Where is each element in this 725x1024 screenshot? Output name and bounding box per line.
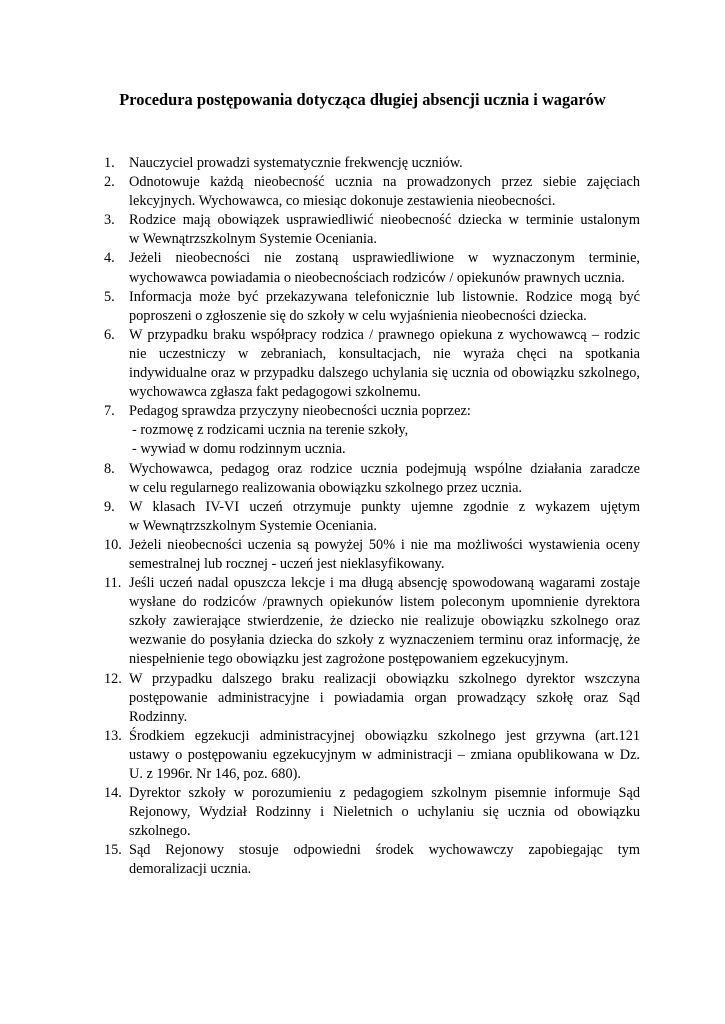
list-item-text	[129, 249, 640, 287]
list-item-text	[129, 498, 640, 536]
list-item-text	[129, 211, 640, 249]
list-item-line: Rejonowy, Wydział Rodzinny i Nieletnich o uchylaniu się ucznia od obowiązku	[129, 804, 640, 821]
list-item	[104, 460, 640, 498]
list-item-number: 7.	[104, 403, 115, 420]
list-item-text	[129, 670, 640, 727]
list-item-line: W przypadku braku współpracy rodzica / prawnego opiekuna z wychowawcą – rodzic	[129, 326, 640, 343]
list-item-number: 3.	[104, 212, 115, 229]
list-item-text	[129, 574, 640, 669]
list-item-number: 2.	[104, 174, 115, 191]
list-item	[104, 498, 640, 536]
list-item-line: Sąd Rejonowy stosuje odpowiedni środek wychowawczy zapobiegając tym	[129, 842, 640, 859]
list-item-line: U. z 1996r. Nr 146, poz. 680).	[129, 766, 301, 782]
list-item-text	[129, 784, 640, 841]
list-item-number: 12.	[104, 670, 122, 687]
list-item	[104, 574, 640, 669]
list-item-text	[129, 727, 640, 784]
list-item-line: Jeżeli nieobecności nie zostaną usprawiedliwione w wyznaczonym terminie,	[129, 250, 640, 267]
list-item-line: w celu regularnego realizowania obowiązku szkolnego przez ucznia.	[129, 479, 522, 496]
list-item-number: 5.	[104, 288, 115, 305]
list-item-line: Informacja może być przekazywana telefonicznie lub listownie. Rodzice mogą być	[129, 288, 640, 305]
list-item	[104, 211, 640, 249]
procedure-list	[104, 154, 640, 880]
list-item	[104, 154, 640, 173]
list-sub-item-line: - rozmowę z rodzicami ucznia na terenie szkoły,	[132, 422, 409, 439]
list-item-line: demoralizacji ucznia.	[129, 861, 252, 878]
list-item-number: 4.	[104, 250, 115, 267]
list-item-line: Rodzice mają obowiązek usprawiedliwić nieobecność dziecka w terminie ustalonym	[129, 212, 640, 229]
document-title: Procedura postępowania dotycząca długiej absencji ucznia i wagarów	[119, 90, 606, 109]
list-item-line: wezwanie do posyłania dziecka do szkoły z wyznaczeniem terminu oraz informację, że	[129, 632, 640, 649]
list-item-line: wysłane do rodziców /prawnych opiekunów listem poleconym upomnienie dyrektora	[129, 594, 640, 611]
list-item	[104, 249, 640, 287]
list-item-line: Jeżeli nieobecności uczenia są powyżej 50% i nie ma możliwości wystawienia oceny	[129, 536, 640, 553]
list-item-text	[129, 288, 640, 326]
list-sub-item-line: - wywiad w domu rodzinnym ucznia.	[132, 441, 346, 458]
list-item-line: postępowanie administracyjne i powiadamia organ prowadzący szkołę oraz Sąd	[129, 689, 640, 706]
list-item-line: Pedagog sprawdza przyczyny nieobecności ucznia poprzez:	[129, 403, 471, 420]
list-item	[104, 670, 640, 727]
list-item-text	[129, 536, 640, 574]
list-item-text	[129, 154, 640, 173]
list-item-text	[129, 326, 640, 402]
list-item-line: nie uczestniczy w zebraniach, konsultacjach, nie wyraża chęci na spotkania	[129, 345, 640, 362]
list-item	[104, 288, 640, 326]
list-item-line: Wychowawca, pedagog oraz rodzice ucznia podejmują wspólne działania zaradcze	[129, 460, 640, 477]
list-item-line: W klasach IV-VI uczeń otrzymuje punkty ujemne zgodnie z wykazem ujętym	[129, 498, 640, 515]
list-item-line: Nauczyciel prowadzi systematycznie frekwencję uczniów.	[129, 155, 463, 171]
list-item-line: ustawy o postępowaniu egzekucyjnym w administracji – zmiana opublikowana w Dz.	[129, 746, 640, 763]
list-item-line: indywidualne oraz w przypadku dalszego uchylania się ucznia od obowiązku szkolnego,	[129, 365, 640, 382]
list-item	[104, 402, 640, 459]
list-item-line: wychowawca powiadamia o nieobecnościach rodziców / opiekunów prawnych ucznia.	[129, 269, 625, 286]
list-item	[104, 173, 640, 211]
list-item-number: 10.	[104, 536, 122, 553]
list-item-number: 1.	[104, 155, 115, 171]
list-item-line: Odnotowuje każdą nieobecność ucznia na prowadzonych przez siebie zajęciach	[129, 174, 640, 191]
list-item-line: W przypadku dalszego braku realizacji obowiązku szkolnego dyrektor wszczyna	[129, 670, 640, 687]
list-item-text	[129, 460, 640, 498]
list-item-line: poproszeni o zgłoszenie się do szkoły w celu wyjaśnienia nieobecności dziecka.	[129, 307, 587, 324]
list-item-line: szkoły zawierające stwierdzenie, że dziecko nie realizuje obowiązku szkolnego oraz	[129, 613, 640, 630]
list-item-text	[129, 841, 640, 879]
list-item	[104, 727, 640, 784]
list-item-line: Rodzinny.	[129, 708, 188, 725]
list-item-text	[129, 402, 640, 459]
list-item-line: niespełnienie tego obowiązku jest zagrożone postępowaniem egzekucyjnym.	[129, 651, 569, 668]
list-item	[104, 784, 640, 841]
list-item-number: 11.	[104, 575, 122, 592]
list-item-line: lekcyjnych. Wychowawca, co miesiąc dokonuje zestawienia nieobecności.	[129, 193, 556, 210]
list-item-line: semestralnej lub rocznej - uczeń jest nieklasyfikowany.	[129, 555, 445, 572]
list-item-number: 15.	[104, 842, 122, 859]
list-item-line: Jeśli uczeń nadal opuszcza lekcje i ma długą absencję spowodowaną wagarami zostaje	[129, 575, 640, 592]
list-item	[104, 536, 640, 574]
list-item-number: 13.	[104, 727, 122, 744]
list-item-text	[129, 173, 640, 211]
list-item-number: 9.	[104, 498, 115, 515]
list-item-number: 6.	[104, 326, 115, 343]
list-item-number: 14.	[104, 785, 122, 802]
list-item-line: Środkiem egzekucji administracyjnej obowiązku szkolnego jest grzywna (art.121	[129, 727, 640, 744]
list-item-line: wychowawca zgłasza fakt pedagogowi szkolnemu.	[129, 384, 421, 401]
list-item-line: Dyrektor szkoły w porozumieniu z pedagogiem szkolnym pisemnie informuje Sąd	[129, 785, 640, 802]
list-item	[104, 841, 640, 879]
list-item-number: 8.	[104, 460, 115, 477]
list-item-line: w Wewnątrzszkolnym Systemie Oceniania.	[129, 517, 377, 534]
list-item	[104, 326, 640, 402]
list-item-line: w Wewnątrzszkolnym Systemie Oceniania.	[129, 231, 377, 248]
list-item-line: szkolnego.	[129, 823, 191, 840]
